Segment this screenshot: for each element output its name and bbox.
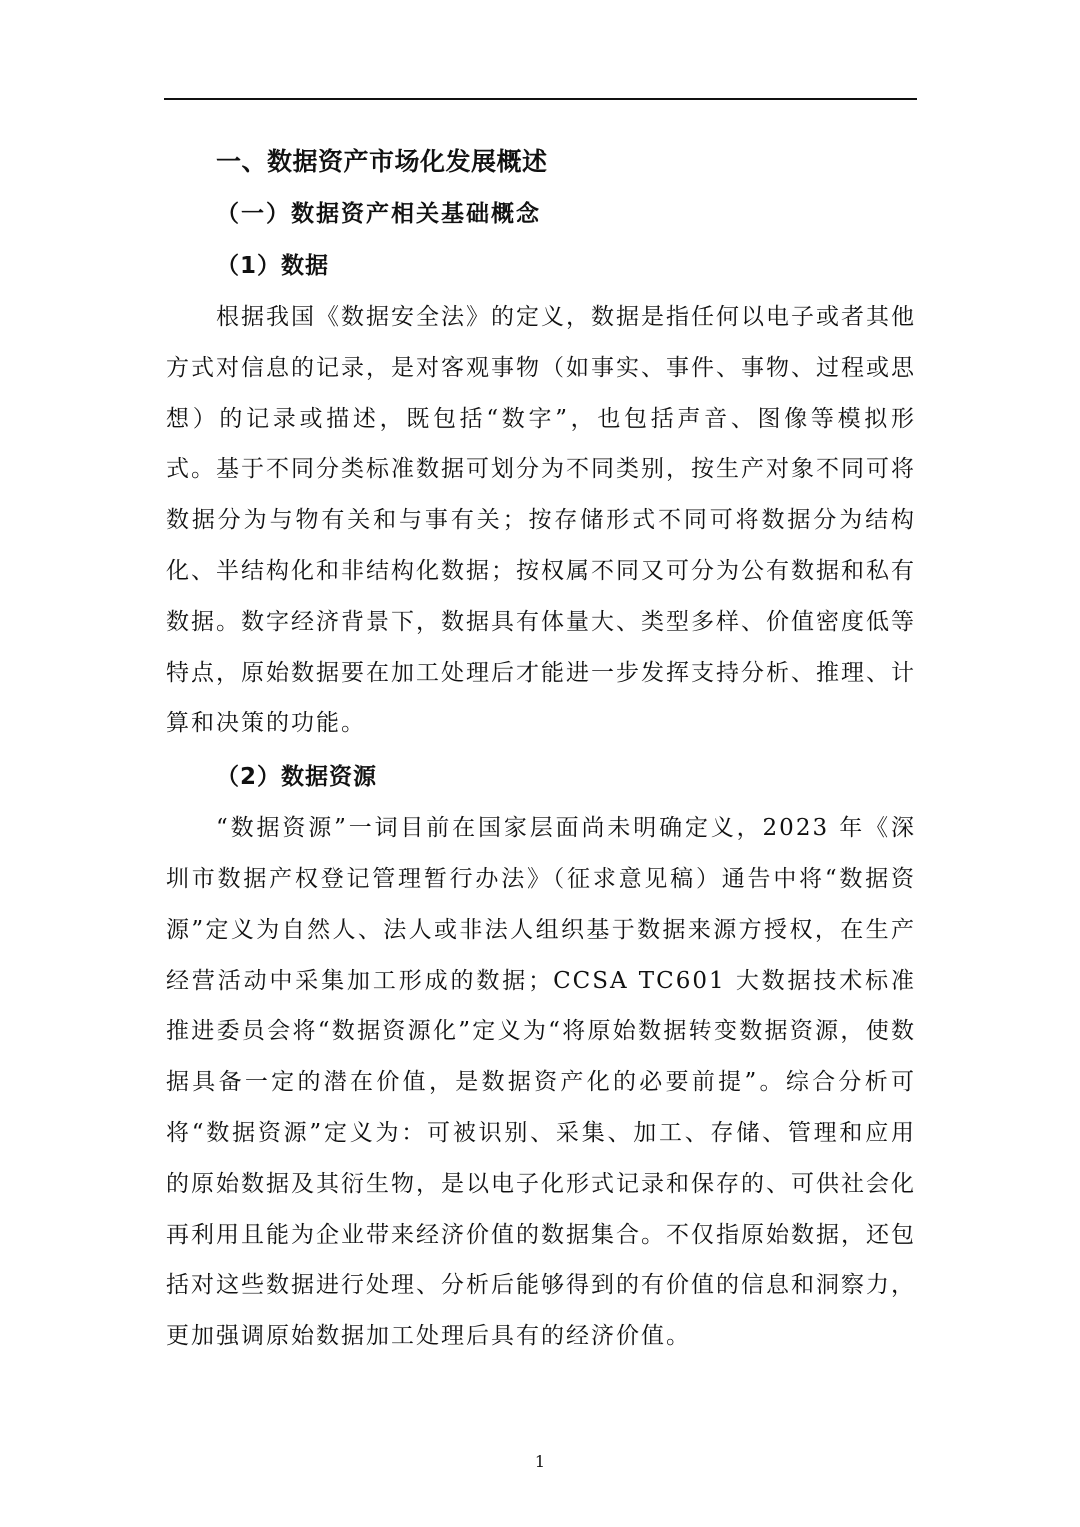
item-heading-data: （1）数据 <box>216 253 330 279</box>
page-number: 1 <box>534 1452 546 1471</box>
section-title: 一、数据资产市场化发展概述 <box>216 147 548 176</box>
header-rule <box>164 98 917 100</box>
paragraph-data-definition: 根据我国《数据安全法》的定义，数据是指任何以电子或者其他方式对信息的记录，是对客观事物（如事实、事件、事物、过程或思想）的记录或描述，既包括“数字”，也包括声音、图像等模拟形式。基于不同分类标准数据可划分为不同类别，按生产对象不同可将数据分为与物有关和与事有关；按存储形式不同可将数据分为结构化、半结构化和非结构化数据；按权属不同又可分为公有数据和私有数据。数字经济背景下，数据具有体量大、类型多样、价值密度低等特点，原始数据要在加工处理后才能进一步发挥支持分析、推理、计算和决策的功能。 <box>166 304 916 737</box>
item-heading-data-resource: （2）数据资源 <box>216 764 378 791</box>
paragraph-data-resource-definition: “数据资源”一词目前在国家层面尚未明确定义，2023 年《深圳市数据产权登记管理暂行办法》（征求意见稿）通告中将“数据资源”定义为自然人、法人或非法人组织基于数据来源方授权，在生产经营活动中采集加工形成的数据；CCSA TC601 大数据技术标准推进委员会将“数据资源化”定义为“将原始数据转变数据资源，使数据具备一定的潜在价值，是数据资产化的必要前提”。综合分析可将“数据资源”定义为：可被识别、采集、加工、存储、管理和应用的原始数据及其衍生物，是以电子化形式记录和保存的、可供社会化再利用且能为企业带来经济价值的数据集合。不仅指原始数据，还包括对这些数据进行处理、分析后能够得到的有价值的信息和洞察力，更加强调原始数据加工处理后具有的经济价值。 <box>166 815 916 1350</box>
subsection-title: （一）数据资产相关基础概念 <box>216 201 541 227</box>
document-body <box>166 138 916 1362</box>
